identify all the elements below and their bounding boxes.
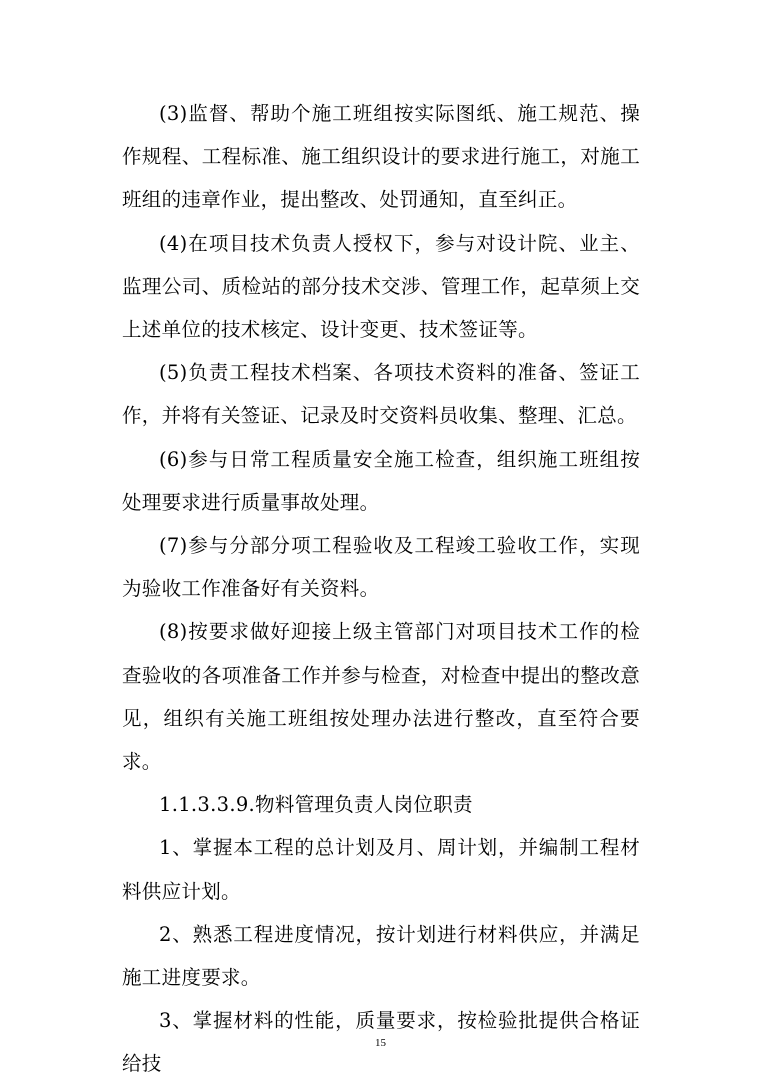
duty-item-2: 2、熟悉工程进度情况，按计划进行材料供应，并满足施工进度要求。 — [122, 922, 640, 990]
section-heading: 1.1.3.3.9.物料管理负责人岗位职责 — [159, 793, 473, 817]
paragraph-item-8: (8)按要求做好迎接上级主管部门对项目技术工作的检查验收的各项准备工作并参与检查，对检查中提出的整改意见，组织有关施工班组按处理办法进行整改，直至符合要求。 — [122, 620, 640, 774]
paragraph-item-4: (4)在项目技术负责人授权下，参与对设计院、业主、监理公司、质检站的部分技术交涉、管理工作，起草须上交上述单位的技术核定、设计变更、技术签证等。 — [122, 231, 640, 342]
paragraph-item-5: (5)负责工程技术档案、各项技术资料的准备、签证工作，并将有关签证、记录及时交资料员收集、整理、汇总。 — [122, 361, 640, 428]
document-body — [122, 92, 640, 1077]
paragraph-item-3: (3)监督、帮助个施工班组按实际图纸、施工规范、操作规程、工程标准、施工组织设计的要求进行施工，对施工班组的违章作业，提出整改、处罚通知，直至纠正。 — [122, 102, 640, 212]
duty-item-3: 3、掌握材料的性能，质量要求，按检验批提供合格证给技 — [122, 1009, 640, 1076]
paragraph-item-6: (6)参与日常工程质量安全施工检查，组织施工班组按处理要求进行质量事故处理。 — [122, 447, 640, 514]
paragraph-item-7: (7)参与分部分项工程验收及工程竣工验收工作，实现为验收工作准备好有关资料。 — [122, 534, 640, 601]
page-number: 15 — [375, 1037, 386, 1049]
duty-item-1: 1、掌握本工程的总计划及月、周计划，并编制工程材料供应计划。 — [122, 836, 640, 903]
